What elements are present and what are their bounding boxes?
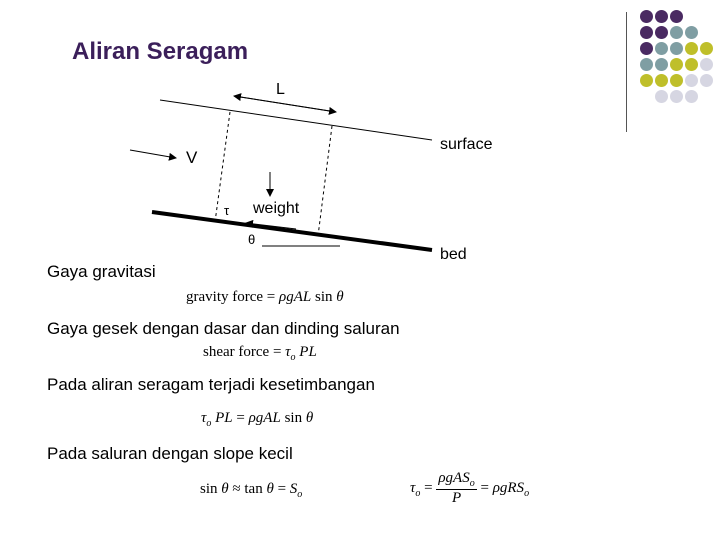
theta-label: θ <box>248 232 256 247</box>
velocity-arrow <box>130 150 176 158</box>
length-arrow-left <box>234 96 336 112</box>
equation-force-balance: $\tau_o$ PL = ρgAL sin θ <box>201 410 314 429</box>
text-line-gravity: Gaya gravitasi <box>47 262 156 281</box>
bed-label: bed <box>440 246 467 263</box>
weight-label: weight <box>253 200 300 217</box>
text-line-equilibrium: Pada aliran seragam terjadi kesetimbangan <box>47 375 375 394</box>
slide-title: Aliran Seragam <box>72 38 249 65</box>
text-line-friction: Gaya gesek dengan dasar dan dinding saluran <box>47 319 400 338</box>
length-label: L <box>276 81 285 98</box>
surface-label: surface <box>440 136 493 153</box>
equation-shear-stress: $\tau_o$ = $\frac{\rho gAS_o}{P}$ = ρgRS$_o$ <box>410 470 530 506</box>
equation-small-slope: $\sin \theta \approx \tan \theta = S_o$ <box>200 481 303 500</box>
control-volume-right <box>318 126 332 236</box>
equation-gravity-force: gravity force = ρgAL sin θ <box>186 289 344 305</box>
velocity-label: V <box>186 148 198 167</box>
tau-label: τ <box>224 203 230 218</box>
channel-bed-line <box>152 212 432 250</box>
equation-shear-force: shear force = $\tau_o$ PL <box>203 344 317 363</box>
text-line-small-slope: Pada saluran dengan slope kecil <box>47 444 293 463</box>
